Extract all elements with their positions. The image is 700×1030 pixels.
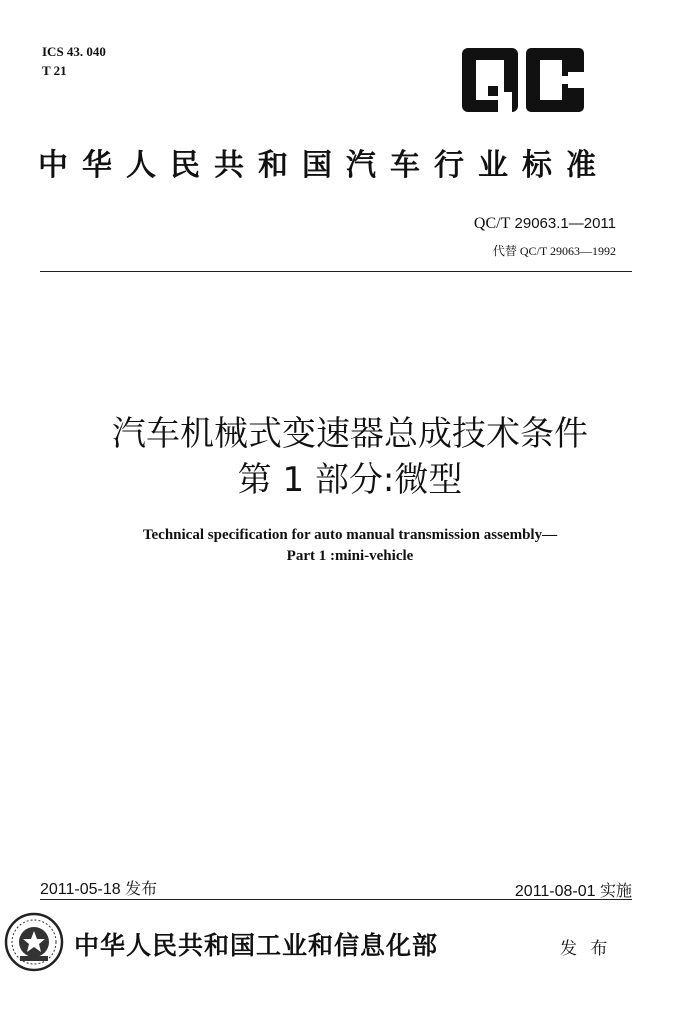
title-en-line2: Part 1 :mini-vehicle — [286, 548, 414, 564]
issuer-action: 发 布 — [560, 939, 612, 959]
category-code: T 21 — [42, 63, 67, 78]
implement-date: 2011-08-01 实施 — [514, 883, 632, 900]
org-title: 中华人民共和国汽车行业标准 — [38, 148, 610, 183]
standard-code: 29063.1—2011 — [510, 215, 616, 232]
title-en-line1: Technical specification for auto manual transmission assembly— — [142, 527, 558, 543]
title-cn-line2: 第 1 部分:微型 — [237, 460, 463, 500]
standard-prefix: QC/T — [473, 215, 511, 232]
classification-codes — [42, 42, 106, 80]
issuer-name: 中华人民共和国工业和信息化部 — [74, 931, 439, 960]
standard-number — [474, 215, 616, 233]
ics-code: ICS 43. 040 — [42, 44, 106, 59]
ministry-seal-icon — [4, 912, 64, 972]
replaces-note: 代替 QC/T 29063—1992 — [492, 244, 616, 258]
header-divider — [40, 271, 632, 272]
footer-divider — [40, 899, 632, 900]
title-cn-line1: 汽车机械式变速器总成技术条件 — [112, 414, 588, 454]
release-date: 2011-05-18 发布 — [40, 881, 158, 898]
qc-logo-icon — [458, 46, 588, 116]
